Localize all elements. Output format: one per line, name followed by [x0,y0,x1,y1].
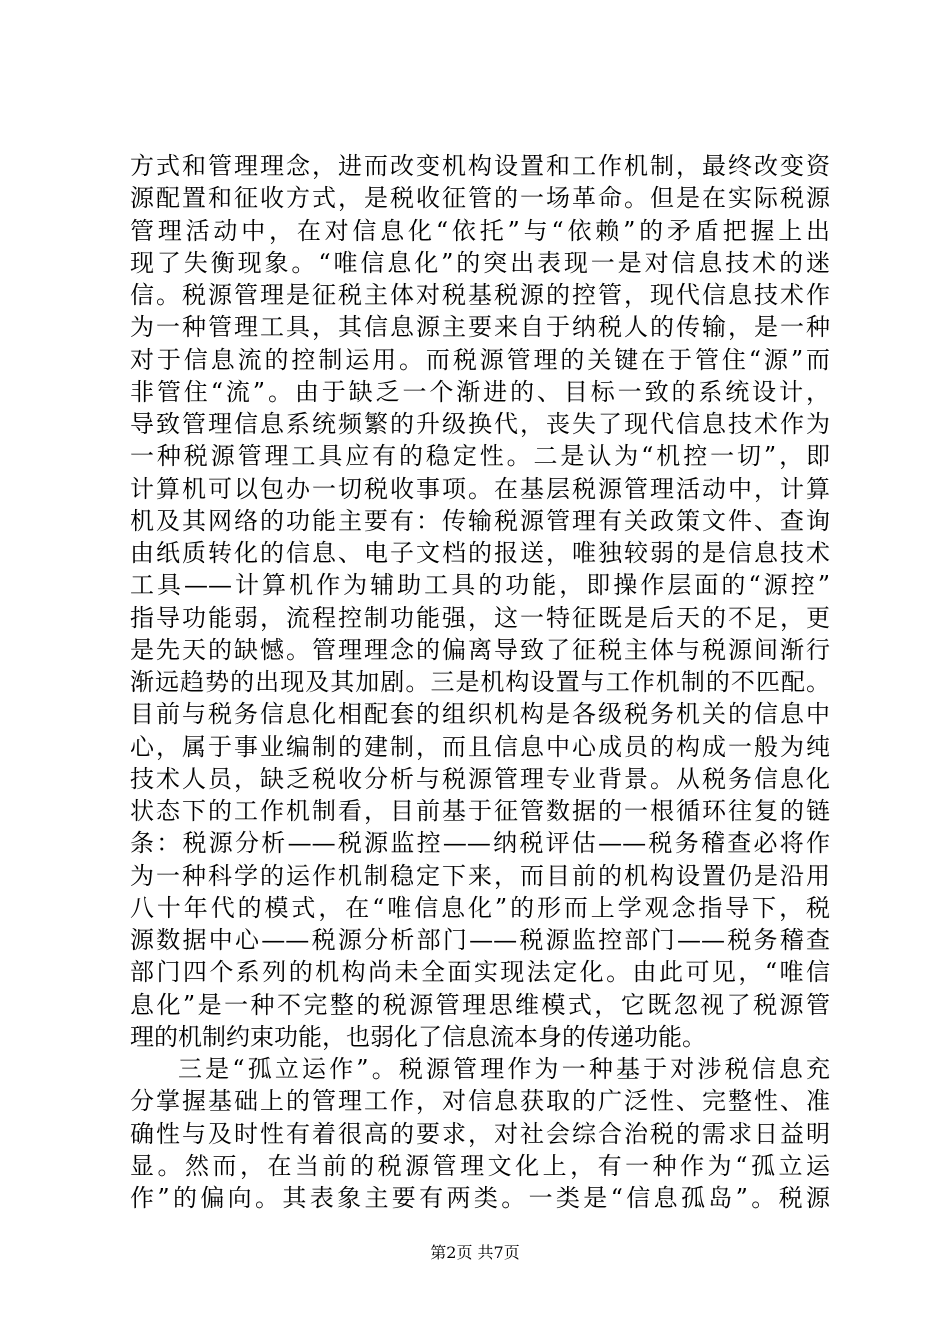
text-line: 非管住“流”。由于缺乏一个渐进的、目标一致的系统设计， [130,377,830,406]
text-line: 源配置和征收方式，是税收征管的一场革命。但是在实际税源 [130,184,830,213]
text-line: 作”的偏向。其表象主要有两类。一类是“信息孤岛”。税源 [130,1184,830,1212]
text-line: 八十年代的模式，在“唯信息化”的形而上学观念指导下，税 [130,893,830,922]
text-line: 指导功能弱，流程控制功能强，这一特征既是后天的不足，更 [130,603,830,632]
text-line: 机及其网络的功能主要有：传输税源管理有关政策文件、查询 [130,506,830,535]
text-line: 计算机可以包办一切税收事项。在基层税源管理活动中，计算 [130,474,830,503]
text-line: 技术人员，缺乏税收分析与税源管理专业背景。从税务信息化 [130,764,830,793]
paragraph-start-line: 三是“孤立运作”。税源管理作为一种基于对涉税信息充 [178,1055,830,1083]
text-line: 分掌握基础上的管理工作，对信息获取的广泛性、完整性、准 [130,1087,830,1116]
text-line: 心，属于事业编制的建制，而且信息中心成员的构成一般为纯 [130,732,830,761]
text-line: 是先天的缺憾。管理理念的偏离导致了征税主体与税源间渐行 [130,635,830,664]
text-line: 由纸质转化的信息、电子文档的报送，唯独较弱的是信息技术 [130,539,830,567]
text-line: 确性与及时性有着很高的要求，对社会综合治税的需求日益明 [130,1119,830,1148]
text-line: 源数据中心——税源分析部门——税源监控部门——税务稽查 [130,926,830,954]
text-line: 目前与税务信息化相配套的组织机构是各级税务机关的信息中 [130,700,830,729]
page-number-footer: 第2页 共7页 [430,1243,520,1262]
text-line: 工具——计算机作为辅助工具的功能，即操作层面的“源控” [130,571,830,600]
text-line: 条：税源分析——税源监控——纳税评估——税务稽查必将作 [130,829,830,858]
text-line: 理的机制约束功能，也弱化了信息流本身的传递功能。 [130,1022,706,1051]
text-line: 对于信息流的控制运用。而税源管理的关键在于管住“源”而 [130,345,830,374]
text-line: 渐远趋势的出现及其加剧。三是机构设置与工作机制的不匹配。 [130,668,830,696]
text-line: 状态下的工作机制看，目前基于征管数据的一根循环往复的链 [130,797,830,825]
text-line: 现了失衡现象。“唯信息化”的突出表现一是对信息技术的迷 [130,248,830,277]
text-line: 管理活动中，在对信息化“依托”与“依赖”的矛盾把握上出 [130,216,830,245]
text-line: 为一种管理工具，其信息源主要来自于纳税人的传输，是一种 [130,313,830,342]
body-text [130,150,830,1214]
text-line: 一种税源管理工具应有的稳定性。二是认为“机控一切”，即 [130,442,830,471]
text-line: 导致管理信息系统频繁的升级换代，丧失了现代信息技术作为 [130,410,830,438]
text-line: 部门四个系列的机构尚未全面实现法定化。由此可见，“唯信 [130,958,830,987]
text-line: 信。税源管理是征税主体对税基税源的控管，现代信息技术作 [130,281,830,309]
text-line: 方式和管理理念，进而改变机构设置和工作机制，最终改变资 [130,152,830,180]
text-line: 显。然而，在当前的税源管理文化上，有一种作为“孤立运 [130,1151,830,1180]
text-line: 息化”是一种不完整的税源管理思维模式，它既忽视了税源管 [130,990,830,1019]
text-line: 为一种科学的运作机制稳定下来，而目前的机构设置仍是沿用 [130,861,830,890]
